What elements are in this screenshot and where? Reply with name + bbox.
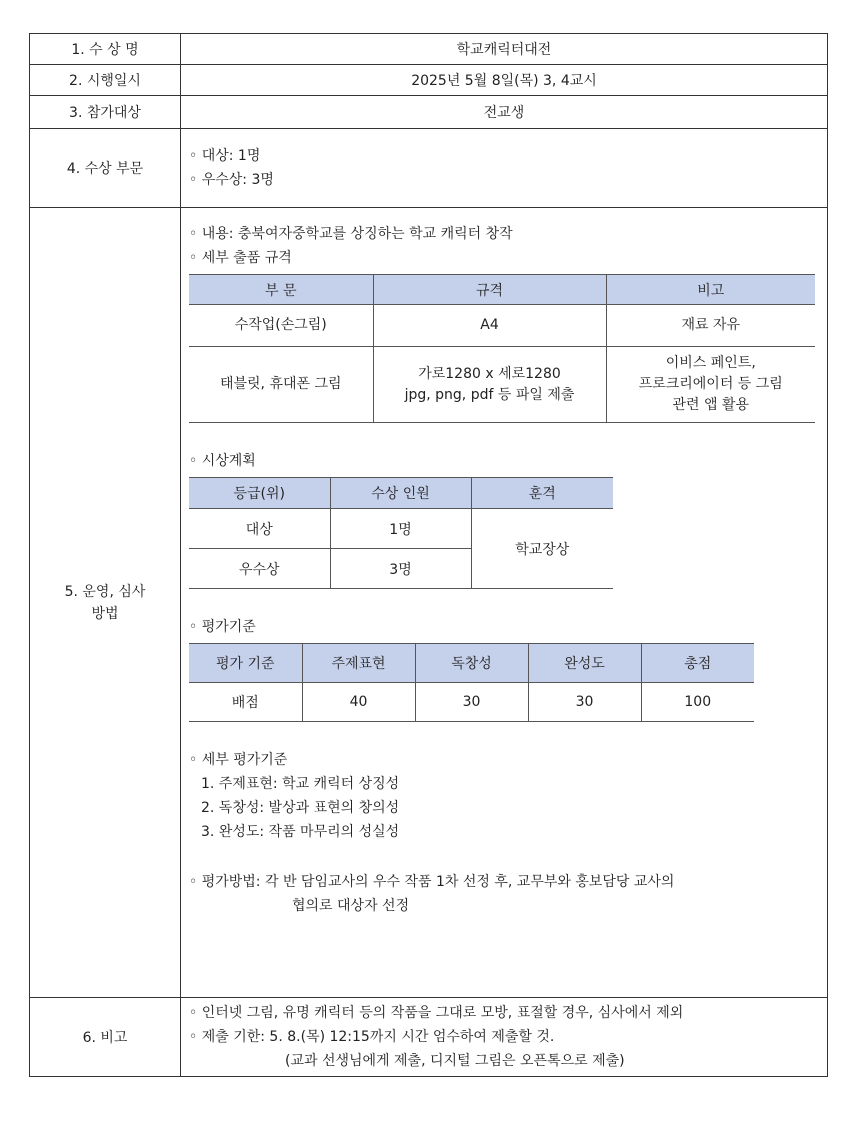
award-header-grade: 등급(위) [189, 478, 330, 509]
note-line: ◦ 제출 기한: 5. 8.(목) 12:15까지 시간 엄수하여 제출할 것. [189, 1029, 555, 1045]
eval-cell: 배점 [189, 683, 302, 722]
spec-header-standard: 규격 [373, 275, 606, 305]
method-line2: 협의로 대상자 선정 [292, 898, 410, 914]
spec-text: 가로1280 x 세로1280 [418, 365, 561, 382]
category-grand: ◦ 대상: 1명 [189, 148, 261, 164]
spec-text: 관련 앱 활용 [672, 397, 750, 413]
row-award-name [30, 34, 828, 65]
spec-cell: 태블릿, 휴대폰 그림 [189, 347, 373, 423]
spec-text: 이비스 페인트, [665, 355, 756, 371]
value-date: 2025년 5월 8일(목) 3, 4교시 [181, 65, 828, 96]
value-operation [181, 208, 828, 998]
award-header-count: 수상 인원 [330, 478, 471, 509]
value-categories [181, 129, 828, 208]
spec-header-category: 부 문 [189, 275, 373, 305]
award-header-honor: 훈격 [471, 478, 613, 509]
note-line: (교과 선생님에게 제출, 디지털 그림은 오픈톡으로 제출) [285, 1053, 625, 1069]
spec-cell: 수작업(손그림) [189, 305, 373, 347]
award-cell: 1명 [330, 509, 471, 549]
spec-row-handmade [189, 305, 815, 347]
eval-header: 평가 기준 [189, 644, 302, 683]
content-line: ◦ 내용: 충북여자중학교를 상징하는 학교 캐릭터 창작 [189, 226, 513, 242]
award-title: ◦ 시상계획 [189, 453, 256, 469]
award-cell: 우수상 [189, 549, 330, 589]
value-notes [181, 998, 828, 1077]
row-categories [30, 129, 828, 208]
eval-title: ◦ 평가기준 [189, 619, 256, 635]
label-operation-line1: 5. 운영, 심사 [64, 583, 146, 600]
award-row-grand [189, 509, 613, 549]
eval-cell: 30 [528, 683, 641, 722]
eval-table [189, 643, 754, 722]
eval-header: 주제표현 [302, 644, 415, 683]
spec-header-row [189, 275, 815, 305]
detail-item: 2. 독창성: 발상과 표현의 창의성 [201, 800, 400, 816]
spec-cell-note [606, 347, 815, 423]
category-excellence: ◦ 우수상: 3명 [189, 172, 274, 188]
eval-cell: 30 [415, 683, 528, 722]
award-cell: 대상 [189, 509, 330, 549]
award-cell: 3명 [330, 549, 471, 589]
eval-header: 독창성 [415, 644, 528, 683]
row-notes [30, 998, 828, 1077]
note-line: ◦ 인터넷 그림, 유명 캐릭터 등의 작품을 그대로 모방, 표절할 경우, 심사에서 제외 [189, 1005, 684, 1021]
eval-score-row [189, 683, 754, 722]
detail-item: 3. 완성도: 작품 마무리의 성실성 [201, 824, 400, 840]
detail-title: ◦ 세부 평가기준 [189, 752, 288, 768]
spec-header-note: 비고 [606, 275, 815, 305]
label-categories: 4. 수상 부문 [30, 129, 181, 208]
award-header-row [189, 478, 613, 509]
spec-table [189, 274, 815, 423]
value-award-name: 학교캐릭터대전 [181, 34, 828, 65]
spec-text: jpg, png, pdf 등 파일 제출 [404, 386, 575, 403]
label-date: 2. 시행일시 [30, 65, 181, 96]
label-award-name: 1. 수 상 명 [30, 34, 181, 65]
spec-cell-standard [373, 347, 606, 423]
row-date [30, 65, 828, 96]
spec-row-digital [189, 347, 815, 423]
eval-cell: 40 [302, 683, 415, 722]
label-operation-line2: 방법 [91, 605, 119, 622]
eval-header: 완성도 [528, 644, 641, 683]
value-participants: 전교생 [181, 96, 828, 129]
award-cell-honor: 학교장상 [471, 509, 613, 589]
detail-item: 1. 주제표현: 학교 캐릭터 상징성 [201, 776, 400, 792]
spec-title: ◦ 세부 출품 규격 [189, 250, 292, 266]
method-line1: ◦ 평가방법: 각 반 담임교사의 우수 작품 1차 선정 후, 교무부와 홍보담당 교사의 [189, 874, 675, 890]
label-operation [30, 208, 181, 998]
spec-text: 프로크리에이터 등 그림 [638, 376, 783, 392]
label-participants: 3. 참가대상 [30, 96, 181, 129]
eval-header-row [189, 644, 754, 683]
spec-cell: A4 [373, 305, 606, 347]
spec-cell: 재료 자유 [606, 305, 815, 347]
row-participants [30, 96, 828, 129]
contest-plan-table [29, 33, 828, 1077]
eval-cell: 100 [641, 683, 754, 722]
label-notes: 6. 비고 [30, 998, 181, 1077]
eval-header: 총점 [641, 644, 754, 683]
row-operation [30, 208, 828, 998]
award-table [189, 477, 613, 589]
